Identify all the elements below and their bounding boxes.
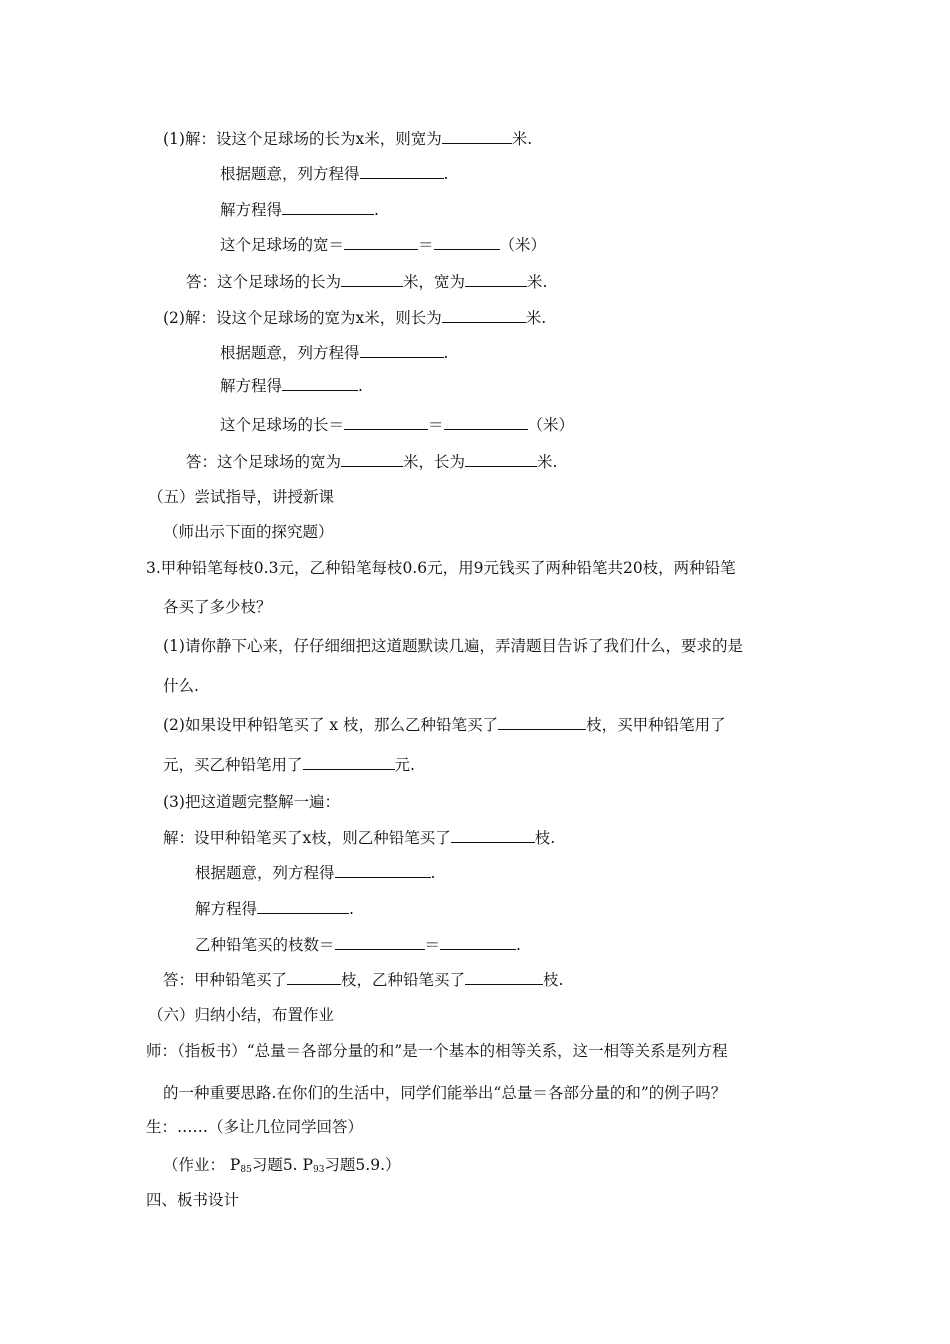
teacher-line1 [146,1041,728,1061]
answer-blank[interactable] [341,451,403,467]
part2-line2 [220,342,448,363]
answer-blank[interactable] [451,827,535,843]
answer-blank[interactable] [360,163,444,179]
answer-blank[interactable] [444,414,528,430]
answer-blank[interactable] [498,714,586,730]
text: 米. [525,309,547,327]
answer-blank[interactable] [344,414,428,430]
text: (2)解：设这个足球场的宽为x米，则长为 [163,309,442,327]
answer-blank[interactable] [282,199,374,215]
q3-answer-line1 [163,827,555,848]
text: 米，宽为 [403,273,466,291]
text: (1)请你静下心来，仔仔细细把这道题默读几遍，弄清题目告 [163,637,573,655]
q3-answer-line2 [195,862,435,883]
q3-step3: (3)把这道题完整解一遍： [163,793,340,811]
text: . [516,936,521,954]
text: (2)如果设甲种铅笔买了 x 枝，那么乙种铅笔买了 [163,716,499,734]
text: 解方程得 [220,377,283,395]
homework-line [163,1155,401,1180]
part1-answer [186,271,547,292]
part1-line1 [163,128,532,149]
text: 米. [527,273,548,291]
text: 根据题意，列方程得 [220,165,360,183]
section4-heading: 四、板书设计 [146,1191,240,1209]
answer-blank[interactable] [282,375,358,391]
answer-blank[interactable] [465,969,543,985]
text: 解：设甲种铅笔买了x枝，则乙种铅笔买了 [163,829,451,847]
text: （作业： P [163,1156,241,1174]
text: （米） [527,416,575,434]
text: (1)解：设这个足球场的长为x米，则宽为 [163,130,442,148]
page-subscript: 85 [240,1165,252,1175]
text: 元. [394,756,415,774]
q3-step1-cont: 什么. [163,677,199,695]
answer-blank[interactable] [287,969,341,985]
text: 枝. [543,971,564,989]
answer-blank[interactable] [465,451,537,467]
text: 和”是一个基本的相等关系，这一相等关系是列方程 [378,1042,728,1060]
answer-blank[interactable] [360,342,444,358]
text: . [349,900,354,918]
text: 枝，买甲种铅笔用了 [586,716,726,734]
text: 枝. [534,829,556,847]
text: 这个足球场的宽＝ [220,236,345,254]
text: 根据题意，列方程得 [195,864,335,882]
answer-blank[interactable] [335,862,431,878]
text: ＝ [418,236,434,254]
text: . [374,201,379,219]
section6-heading: （六）归纳小结，布置作业 [148,1006,335,1024]
q3-answer-line5 [163,969,563,990]
text: . [430,864,436,882]
text: （米） [499,236,547,254]
q3-answer-line4 [195,934,521,955]
answer-blank[interactable] [341,271,403,287]
answer-blank[interactable] [442,128,512,144]
part2-answer [186,451,557,472]
text: 米. [537,453,558,471]
text: 根据题意，列方程得 [220,344,360,362]
answer-blank[interactable] [442,307,526,323]
student-line: 生：……（多让几位同学回答） [146,1118,364,1136]
q3-answer-line3 [195,898,354,919]
q3-step1 [163,636,743,656]
text: 答：甲种铅笔买了 [163,971,288,989]
text: 习题5.9.） [324,1156,401,1174]
part1-line3 [220,199,379,220]
text: 解方程得 [195,900,258,918]
text: 师：（指板书）“总量＝各部分量的 [146,1042,379,1060]
text: 答：这个足球场的宽为 [186,453,342,471]
text: 米，长为 [403,453,466,471]
text: 元，买乙种铅笔用了 [163,756,303,774]
text: 乙种铅笔买的枝数＝ [195,936,335,954]
answer-blank[interactable] [303,754,395,770]
answer-blank[interactable] [257,898,349,914]
text: 诉了我们什么，要求的是 [572,637,743,655]
answer-blank[interactable] [335,934,425,950]
text: . [358,377,363,395]
text: . [443,344,449,362]
answer-blank[interactable] [434,234,500,250]
part1-line4 [220,234,546,255]
part2-line1 [163,307,546,328]
text: 米. [511,130,533,148]
part1-line2 [220,163,448,184]
page-subscript: 93 [312,1165,325,1175]
teacher-line2: 的一种重要思路.在你们的生活中，同学们能举出“总量＝各部分量的和”的例子吗？ [163,1084,727,1102]
text: 这个足球场的长＝ [220,416,345,434]
q3-line1: 3.甲种铅笔每枝0.3元，乙种铅笔每枝0.6元，用9元钱买了两种铅笔共20枝，两种铅笔 [146,559,736,577]
section5-note: （师出示下面的探究题） [163,523,334,541]
text: 解方程得 [220,201,283,219]
text: 习题5. P [251,1156,313,1174]
q3-step2 [163,714,726,735]
text: ＝ [424,936,441,954]
text: ＝ [428,416,444,434]
answer-blank[interactable] [344,234,418,250]
q3-line2: 各买了多少枝？ [163,598,272,616]
section5-heading: （五）尝试指导，讲授新课 [148,488,335,506]
q3-step2-cont [163,754,415,775]
text: 答：这个足球场的长为 [186,273,342,291]
part2-line4 [220,414,574,435]
answer-blank[interactable] [440,934,516,950]
answer-blank[interactable] [465,271,527,287]
text: . [443,165,449,183]
text: 枝，乙种铅笔买了 [341,971,466,989]
part2-line3 [220,375,363,396]
